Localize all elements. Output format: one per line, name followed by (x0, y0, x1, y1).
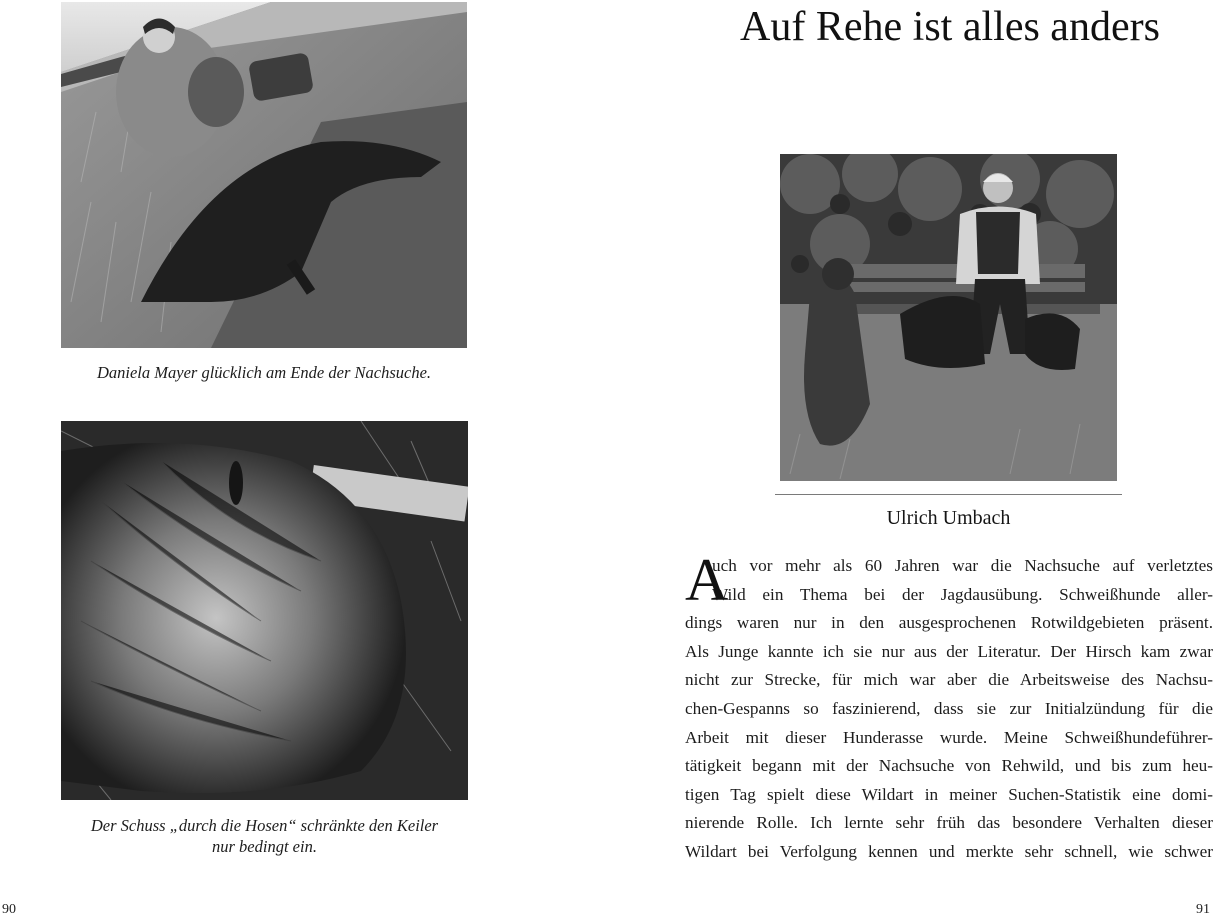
drop-cap: A (685, 547, 729, 613)
photo-ulrich-umbach-with-dogs (780, 154, 1117, 481)
text-line: tätigkeit begann mit der Nachsuche von Rehwild, und bis zum heu- (685, 756, 1213, 776)
text-line: nicht zur Strecke, für mich war aber die Arbeitsweise des Nachsu- (685, 670, 1213, 690)
text-line: dings waren nur in den ausgesprochenen Rotwildgebieten präsent. (685, 613, 1213, 633)
photo-wild-boar-closeup (61, 421, 468, 800)
text-line: Arbeit mit dieser Hunderasse wurde. Meine Schweißhundeführer- (685, 727, 1213, 747)
article-body (685, 547, 1213, 867)
text-line: uch vor mehr als 60 Jahren war die Nachsuche auf verletztes (712, 556, 1213, 575)
text-line: chen-Gespanns so faszinierend, dass sie zur Initialzündung für die (685, 698, 1213, 718)
page-number: 91 (1196, 902, 1210, 917)
photo-daniela-mayer-with-boar (61, 2, 467, 348)
figure-caption: Daniela Mayer glücklich am Ende der Nachsuche. (96, 363, 432, 382)
text-line: nierende Rolle. Ich lernte sehr früh das besondere Verhalten dieser (685, 813, 1213, 833)
author-name: Ulrich Umbach (886, 507, 1011, 529)
text-line: Wildart bei Verfolgung kennen und merkte sehr schnell, wie schwer (685, 841, 1213, 861)
chapter-title: Auf Rehe ist alles anders (740, 4, 1160, 50)
separator-line (775, 494, 1122, 495)
text-line: Wild ein Thema bei der Jagdausübung. Schweißhunde aller- (712, 584, 1213, 604)
right-page (607, 0, 1214, 923)
caption-line: Der Schuss „durch die Hosen“ schränkte den Keiler (90, 816, 439, 835)
caption-line: nur bedingt ein. (212, 837, 317, 856)
text-line: Als Junge kannte ich sie nur aus der Literatur. Der Hirsch kam zwar (685, 641, 1213, 661)
figure-caption (61, 815, 468, 857)
page-number: 90 (2, 902, 16, 917)
text-line: tigen Tag spielt diese Wildart in meiner Suchen-Statistik eine domi- (685, 784, 1213, 804)
